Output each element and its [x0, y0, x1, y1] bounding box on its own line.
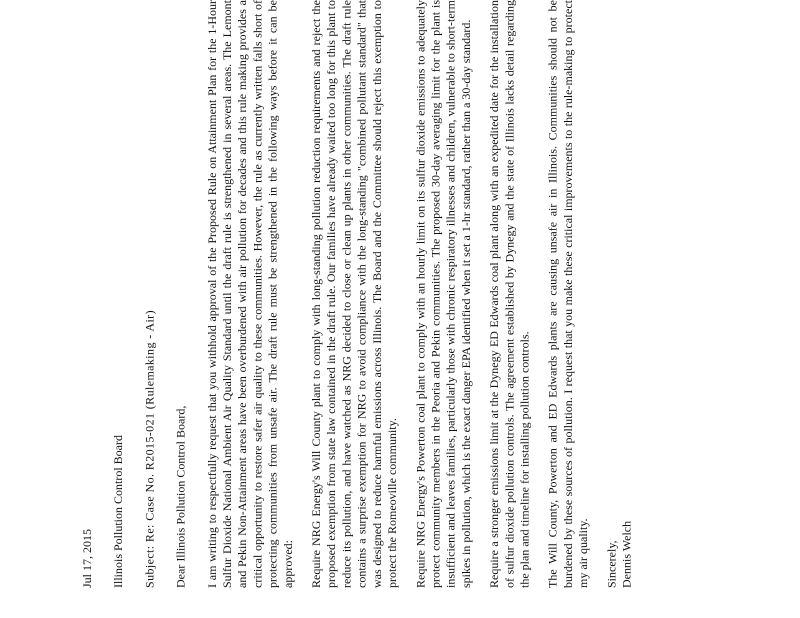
letter-paragraph-4: Require a stronger emissions limit at the Dynegy ED Edwards coal plant along with an expedited date for the installation of sulfur dioxide pollution controls. The agreement established by Dynegy and the state of Illinois lacks detail regarding the plan and timeline for installing pollution controls.: [487, 0, 532, 588]
letter-recipient: Illinois Pollution Control Board: [111, 434, 126, 588]
letter-salutation: Dear Illinois Pollution Control Board,: [173, 405, 188, 588]
letter-date: Jul 17, 2015: [80, 528, 94, 588]
letter-subject: Subject: Re: Case No. R2015-021 (Rulemaking - Air): [142, 310, 157, 588]
letter-paragraph-2: Require NRG Energy's Will County plant to comply with long-standing pollution reduction requirements and reject the proposed exemption from state law contained in the draft rule. Our families have already waited too long for this plant to reduce its pollution, and have watched as NRG decided to close or clean up plants in other communities. The draft rule contains a surprise exemption for NRG to avoid compliance with the long-standing "combined pollutant standard" that was designed to reduce harmful emissions across Illinois. The Board and the Committee should reject this exemption to protect the Romeoville community.: [309, 0, 400, 588]
letter-closing: Sincerely,: [604, 540, 619, 588]
letter-paragraph-1: I am writing to respectfully request that you withhold approval of the Proposed Rule on Attainment Plan for the 1-Hour Sulfur Dioxide National Ambient Air Quality Standard until the draft rule is strengthened in several areas. The Lemont and Pekin Non-Attainment areas have been overburdened with air pollution for decades and this rule making provides a critical opportunity to restore safer air quality to these communities. However, the rule as currently written falls short of protecting communities from unsafe air. The draft rule must be strengthened in the following ways before it can be approved:: [204, 0, 295, 588]
letter-paragraph-3: Require NRG Energy's Powerton coal plant to comply with an hourly limit on its sulfur dioxide emissions to adequately protect community members in the Peoria and Pekin communities. The proposed 30-day averaging limit for the plant is insufficient and leaves families, particularly those with chronic respiratory illnesses and children, vulnerable to short-term spikes in pollution, which is the exact danger EPA identified when it set a 1-hr standard, rather than a 30-day standard.: [413, 0, 473, 588]
letter-signature: Dennis Welch: [619, 520, 634, 588]
letter-paragraph-5: The Will County, Powerton and ED Edwards plants are causing unsafe air in Illinois. Communities should not be burdened by these sources of pollution. I request that you make these critical improvements to the rule-making to protect my air quality.: [545, 0, 591, 588]
rotated-letter: [80, 0, 800, 618]
